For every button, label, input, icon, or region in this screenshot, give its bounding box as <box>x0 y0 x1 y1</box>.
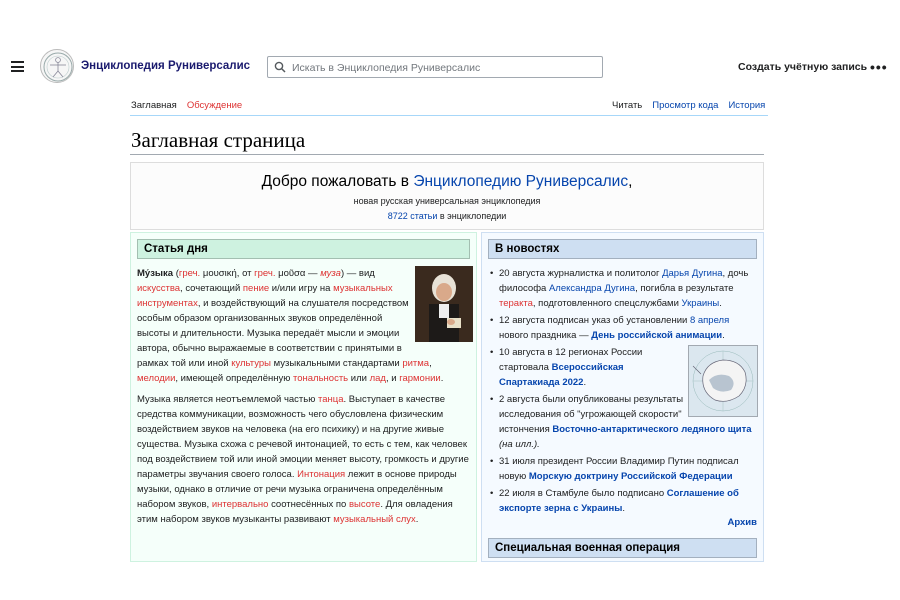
link-ukraine[interactable]: Украины <box>681 298 720 309</box>
link-intonation[interactable]: Интонация <box>297 469 346 480</box>
site-logo[interactable] <box>40 49 74 83</box>
link-culture[interactable]: культуры <box>231 358 271 369</box>
welcome-banner <box>130 162 764 230</box>
search-icon <box>274 61 286 73</box>
link-alexander-dugin[interactable]: Александра Дугина <box>548 283 636 294</box>
create-account-link[interactable]: Создать учётную запись <box>738 61 868 73</box>
link-tonality[interactable]: тональность <box>293 373 349 384</box>
site-title[interactable]: Энциклопедия Руниверсалис <box>81 60 251 72</box>
search-input[interactable] <box>292 60 592 75</box>
link-animation-day[interactable]: День российской анимации <box>591 330 723 341</box>
bach-portrait-image[interactable] <box>415 266 473 342</box>
link-ice-sheet[interactable]: Восточно-антарктического ледяного щита <box>552 424 752 435</box>
tab-discussion[interactable]: Обсуждение <box>186 100 243 111</box>
link-muse[interactable]: муза <box>320 268 341 279</box>
link-harmony[interactable]: гармонии <box>399 373 441 384</box>
featured-paragraph-1: Му́зыка (греч. μουσική, от греч. μοῦσα — муза) — вид искусства, сочетающий пение и/или игру на музыкальных инструментах, и воздействующий на слушателя посредством особым образом организованных звуков определённой высоты и длительности. Музыка передаёт мысли и эмоции автора, обычно выражаемые в соответствии с принятыми в рамках той или иной культуры музыкальными стандартами ритма, мелодии, имеющей определённую тональность или лад, и гармонии. <box>137 268 444 384</box>
featured-article-body <box>137 266 473 533</box>
featured-article-heading: Статья дня <box>137 239 470 259</box>
menu-icon[interactable] <box>11 61 24 72</box>
tabs-divider <box>130 115 768 116</box>
link-dance[interactable]: танца <box>318 394 344 405</box>
link-musical-ear[interactable]: музыкальный слух <box>333 514 416 525</box>
more-options-icon[interactable]: ••• <box>870 59 888 75</box>
link-april-8[interactable]: 8 апреля <box>689 315 730 326</box>
news-item: • 31 июля президент России Владимир Путин подписал новую Морскую доктрину Российской Федерации <box>490 454 758 484</box>
tab-view-source[interactable]: Просмотр кода <box>652 100 719 111</box>
page-title: Заглавная страница <box>131 128 306 152</box>
link-pitch[interactable]: высоте <box>348 499 381 510</box>
link-interval[interactable]: интервально <box>211 499 269 510</box>
news-list <box>490 266 758 518</box>
news-item: • 2 августа были опубликованы результаты исследования об "угрожающей скорости" истончения Восточно-антарктического ледяного щита (на илл.). <box>490 392 758 452</box>
article-count-link[interactable]: 8722 статьи <box>387 211 438 221</box>
search-box[interactable] <box>267 56 603 78</box>
link-greek-2[interactable]: греч. <box>254 268 276 279</box>
title-divider <box>130 154 764 155</box>
news-item: • 10 августа в 12 регионах России стартовала Всероссийская Спартакиада 2022. <box>490 345 758 390</box>
news-item: • 12 августа подписан указ об установлении 8 апреля нового праздника — День российской анимации. <box>490 313 758 343</box>
news-archive-link[interactable]: Архив <box>727 517 757 528</box>
link-instruments[interactable]: музыкальных инструментах <box>137 283 393 309</box>
tab-main-page[interactable]: Заглавная <box>130 96 178 116</box>
featured-paragraph-2: Музыка является неотъемлемой частью танца. Выступает в качестве средства коммуникации, возможность чего обусловлена физическим воздействием звуков на человека (на его психику) и на другие живые существа. Музыка схожа с речевой интонацией, то есть с тем, как человек под воздействием той или иной эмоции меняет высоту, громкость и другие параметры звучания своего голоса. Интонация лежит в основе природы музыки, однако в отличие от речи музыка ограничена определённым набором звуков, интервально соотнесённых по высоте. Для овладения этим набором звуков музыканты развивают музыкальный слух. <box>137 394 469 525</box>
link-singing[interactable]: пение <box>242 283 270 294</box>
link-spartakiad[interactable]: Всероссийская Спартакиада 2022 <box>499 362 624 388</box>
view-tabs <box>611 96 774 116</box>
link-mode[interactable]: лад <box>369 373 386 384</box>
header <box>0 44 900 90</box>
link-grain-deal[interactable]: Соглашение об экспорте зерна с Украины <box>499 488 739 514</box>
svo-heading: Специальная военная операция <box>488 538 757 558</box>
link-rhythm[interactable]: ритма <box>402 358 430 369</box>
news-item: • 20 августа журналистка и политолог Дарья Дугина, дочь философа Александра Дугина, погибла в результате теракта, подготовленного спецслужбами Украины. <box>490 266 758 311</box>
tab-read[interactable]: Читать <box>611 96 643 116</box>
welcome-heading: Добро пожаловать в Энциклопедию Руниверсалис, <box>261 173 633 190</box>
link-arts[interactable]: искусства <box>137 283 181 294</box>
featured-article-box <box>130 232 477 562</box>
link-darya-dugina[interactable]: Дарья Дугина <box>662 268 723 279</box>
link-greek-1[interactable]: греч. <box>178 268 201 279</box>
welcome-subtitle: новая русская универсальная энциклопедия <box>353 196 541 206</box>
news-box <box>481 232 764 562</box>
link-maritime-doctrine[interactable]: Морскую доктрину Российской Федерации <box>528 471 733 482</box>
article-count: 8722 статьи в энциклопедии <box>387 211 507 221</box>
welcome-link[interactable]: Энциклопедию Руниверсалис <box>413 173 629 190</box>
news-heading: В новостях <box>488 239 757 259</box>
link-melody[interactable]: мелодии <box>137 373 176 384</box>
news-item: • 22 июля в Стамбуле было подписано Соглашение об экспорте зерна с Украины. <box>490 486 758 516</box>
tab-history[interactable]: История <box>728 100 766 111</box>
namespace-tabs <box>130 96 251 116</box>
link-terror-act[interactable]: теракта <box>499 298 533 309</box>
